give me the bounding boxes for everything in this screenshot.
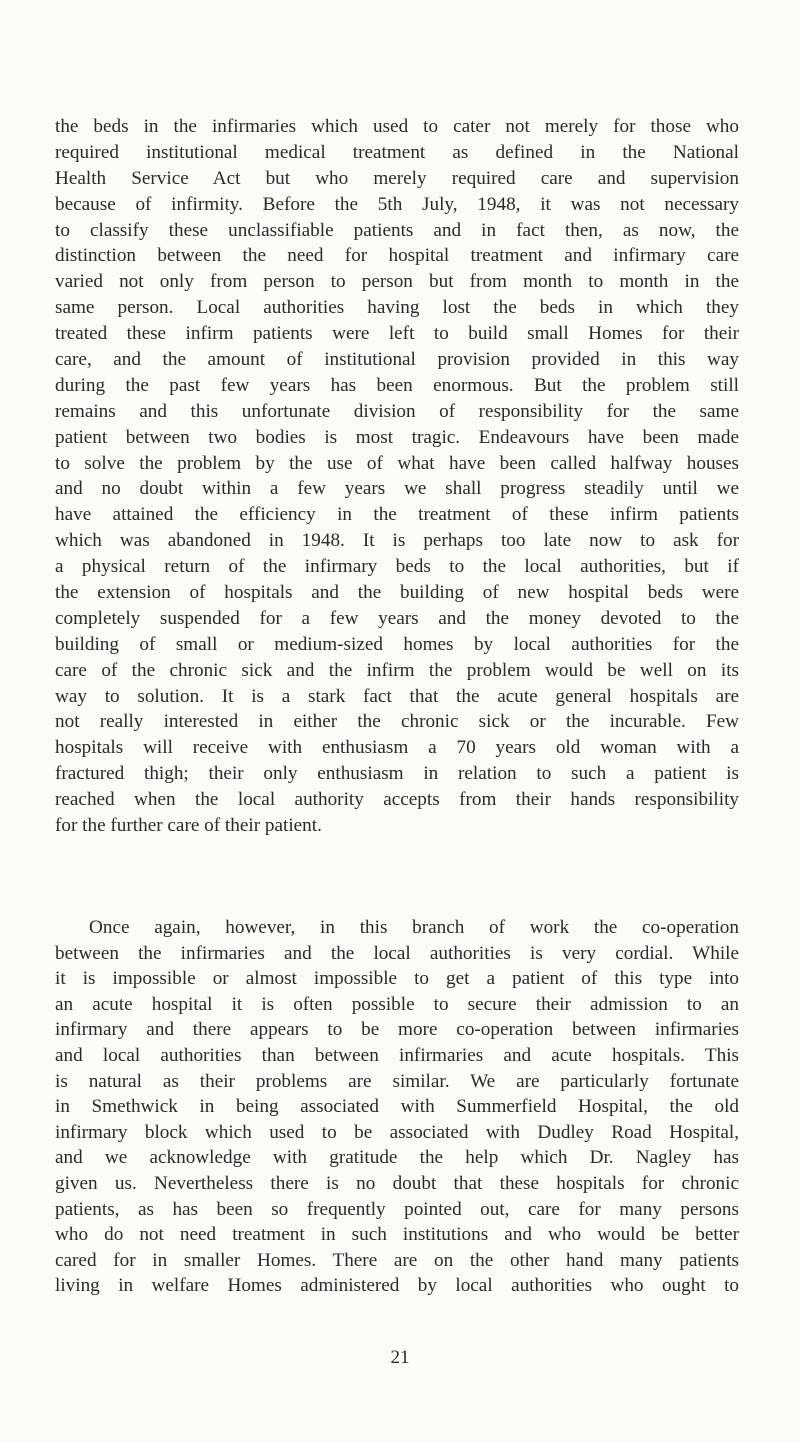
text-line: care of the chronic sick and the infirm the problem would be well on its [55, 659, 739, 681]
text-line: patient between two bodies is most tragic. Endeavours have been made [55, 426, 739, 448]
paragraph-2 [55, 915, 739, 1299]
text-line: to classify these unclassifiable patients and in fact then, as now, the [55, 219, 739, 241]
text-line: and we acknowledge with gratitude the help which Dr. Nagley has [55, 1147, 739, 1169]
text-line: between the infirmaries and the local authorities is very cordial. While [55, 942, 739, 964]
text-line: have attained the efficiency in the treatment of these infirm patients [55, 504, 739, 526]
text-line: way to solution. It is a stark fact that the acute general hospitals are [55, 685, 739, 707]
text-line: and local authorities than between infirmaries and acute hospitals. This [55, 1044, 739, 1066]
paragraph-1 [55, 114, 739, 839]
text-line: Health Service Act but who merely required care and supervision [55, 167, 739, 189]
text-line: completely suspended for a few years and the money devoted to the [55, 607, 739, 629]
text-line: patients, as has been so frequently pointed out, care for many persons [55, 1198, 739, 1220]
text-line: varied not only from person to person but from month to month in the [55, 271, 739, 293]
text-line: reached when the local authority accepts from their hands responsibility [55, 789, 739, 811]
text-line: Once again, however, in this branch of work the co-operation [89, 917, 739, 938]
text-line: infirmary and there appears to be more co-operation between infirmaries [55, 1019, 739, 1041]
text-line: fractured thigh; their only enthusiasm in relation to such a patient is [55, 763, 739, 785]
text-line: the extension of hospitals and the building of new hospital beds were [55, 582, 739, 604]
text-line: distinction between the need for hospital treatment and infirmary care [55, 245, 739, 267]
text-line: care, and the amount of institutional provision provided in this way [55, 349, 739, 371]
text-line: for the further care of their patient. [55, 815, 322, 837]
text-line: to solve the problem by the use of what have been called halfway houses [55, 452, 739, 474]
text-line: is natural as their problems are similar. We are particularly fortunate [55, 1070, 739, 1092]
text-line: treated these infirm patients were left to build small Homes for their [55, 323, 739, 345]
text-line: during the past few years has been enormous. But the problem still [55, 374, 739, 396]
text-line: who do not need treatment in such institutions and who would be better [55, 1224, 739, 1246]
text-line: building of small or medium-sized homes by local authorities for the [55, 633, 739, 655]
text-line: which was abandoned in 1948. It is perhaps too late now to ask for [55, 530, 739, 552]
text-line: same person. Local authorities having lost the beds in which they [55, 297, 739, 319]
text-line: cared for in smaller Homes. There are on the other hand many patients [55, 1249, 739, 1271]
text-line: because of infirmity. Before the 5th July, 1948, it was not necessary [55, 193, 739, 215]
text-line: remains and this unfortunate division of responsibility for the same [55, 400, 739, 422]
text-line: living in welfare Homes administered by local authorities who ought to [55, 1275, 739, 1297]
text-line: given us. Nevertheless there is no doubt that these hospitals for chronic [55, 1172, 739, 1194]
text-line: an acute hospital it is often possible to secure their admission to an [55, 993, 739, 1015]
text-line: hospitals will receive with enthusiasm a 70 years old woman with a [55, 737, 739, 759]
page-number: 21 [390, 1347, 410, 1368]
text-line: infirmary block which used to be associated with Dudley Road Hospital, [55, 1121, 739, 1143]
text-line: it is impossible or almost impossible to get a patient of this type into [55, 968, 739, 990]
text-line: a physical return of the infirmary beds to the local authorities, but if [55, 556, 739, 578]
text-line: in Smethwick in being associated with Summerfield Hospital, the old [55, 1096, 739, 1118]
text-line: not really interested in either the chronic sick or the incurable. Few [55, 711, 739, 733]
text-line: and no doubt within a few years we shall progress steadily until we [55, 478, 739, 500]
text-line: the beds in the infirmaries which used to cater not merely for those who [55, 116, 739, 137]
text-line: required institutional medical treatment as defined in the National [55, 141, 739, 163]
